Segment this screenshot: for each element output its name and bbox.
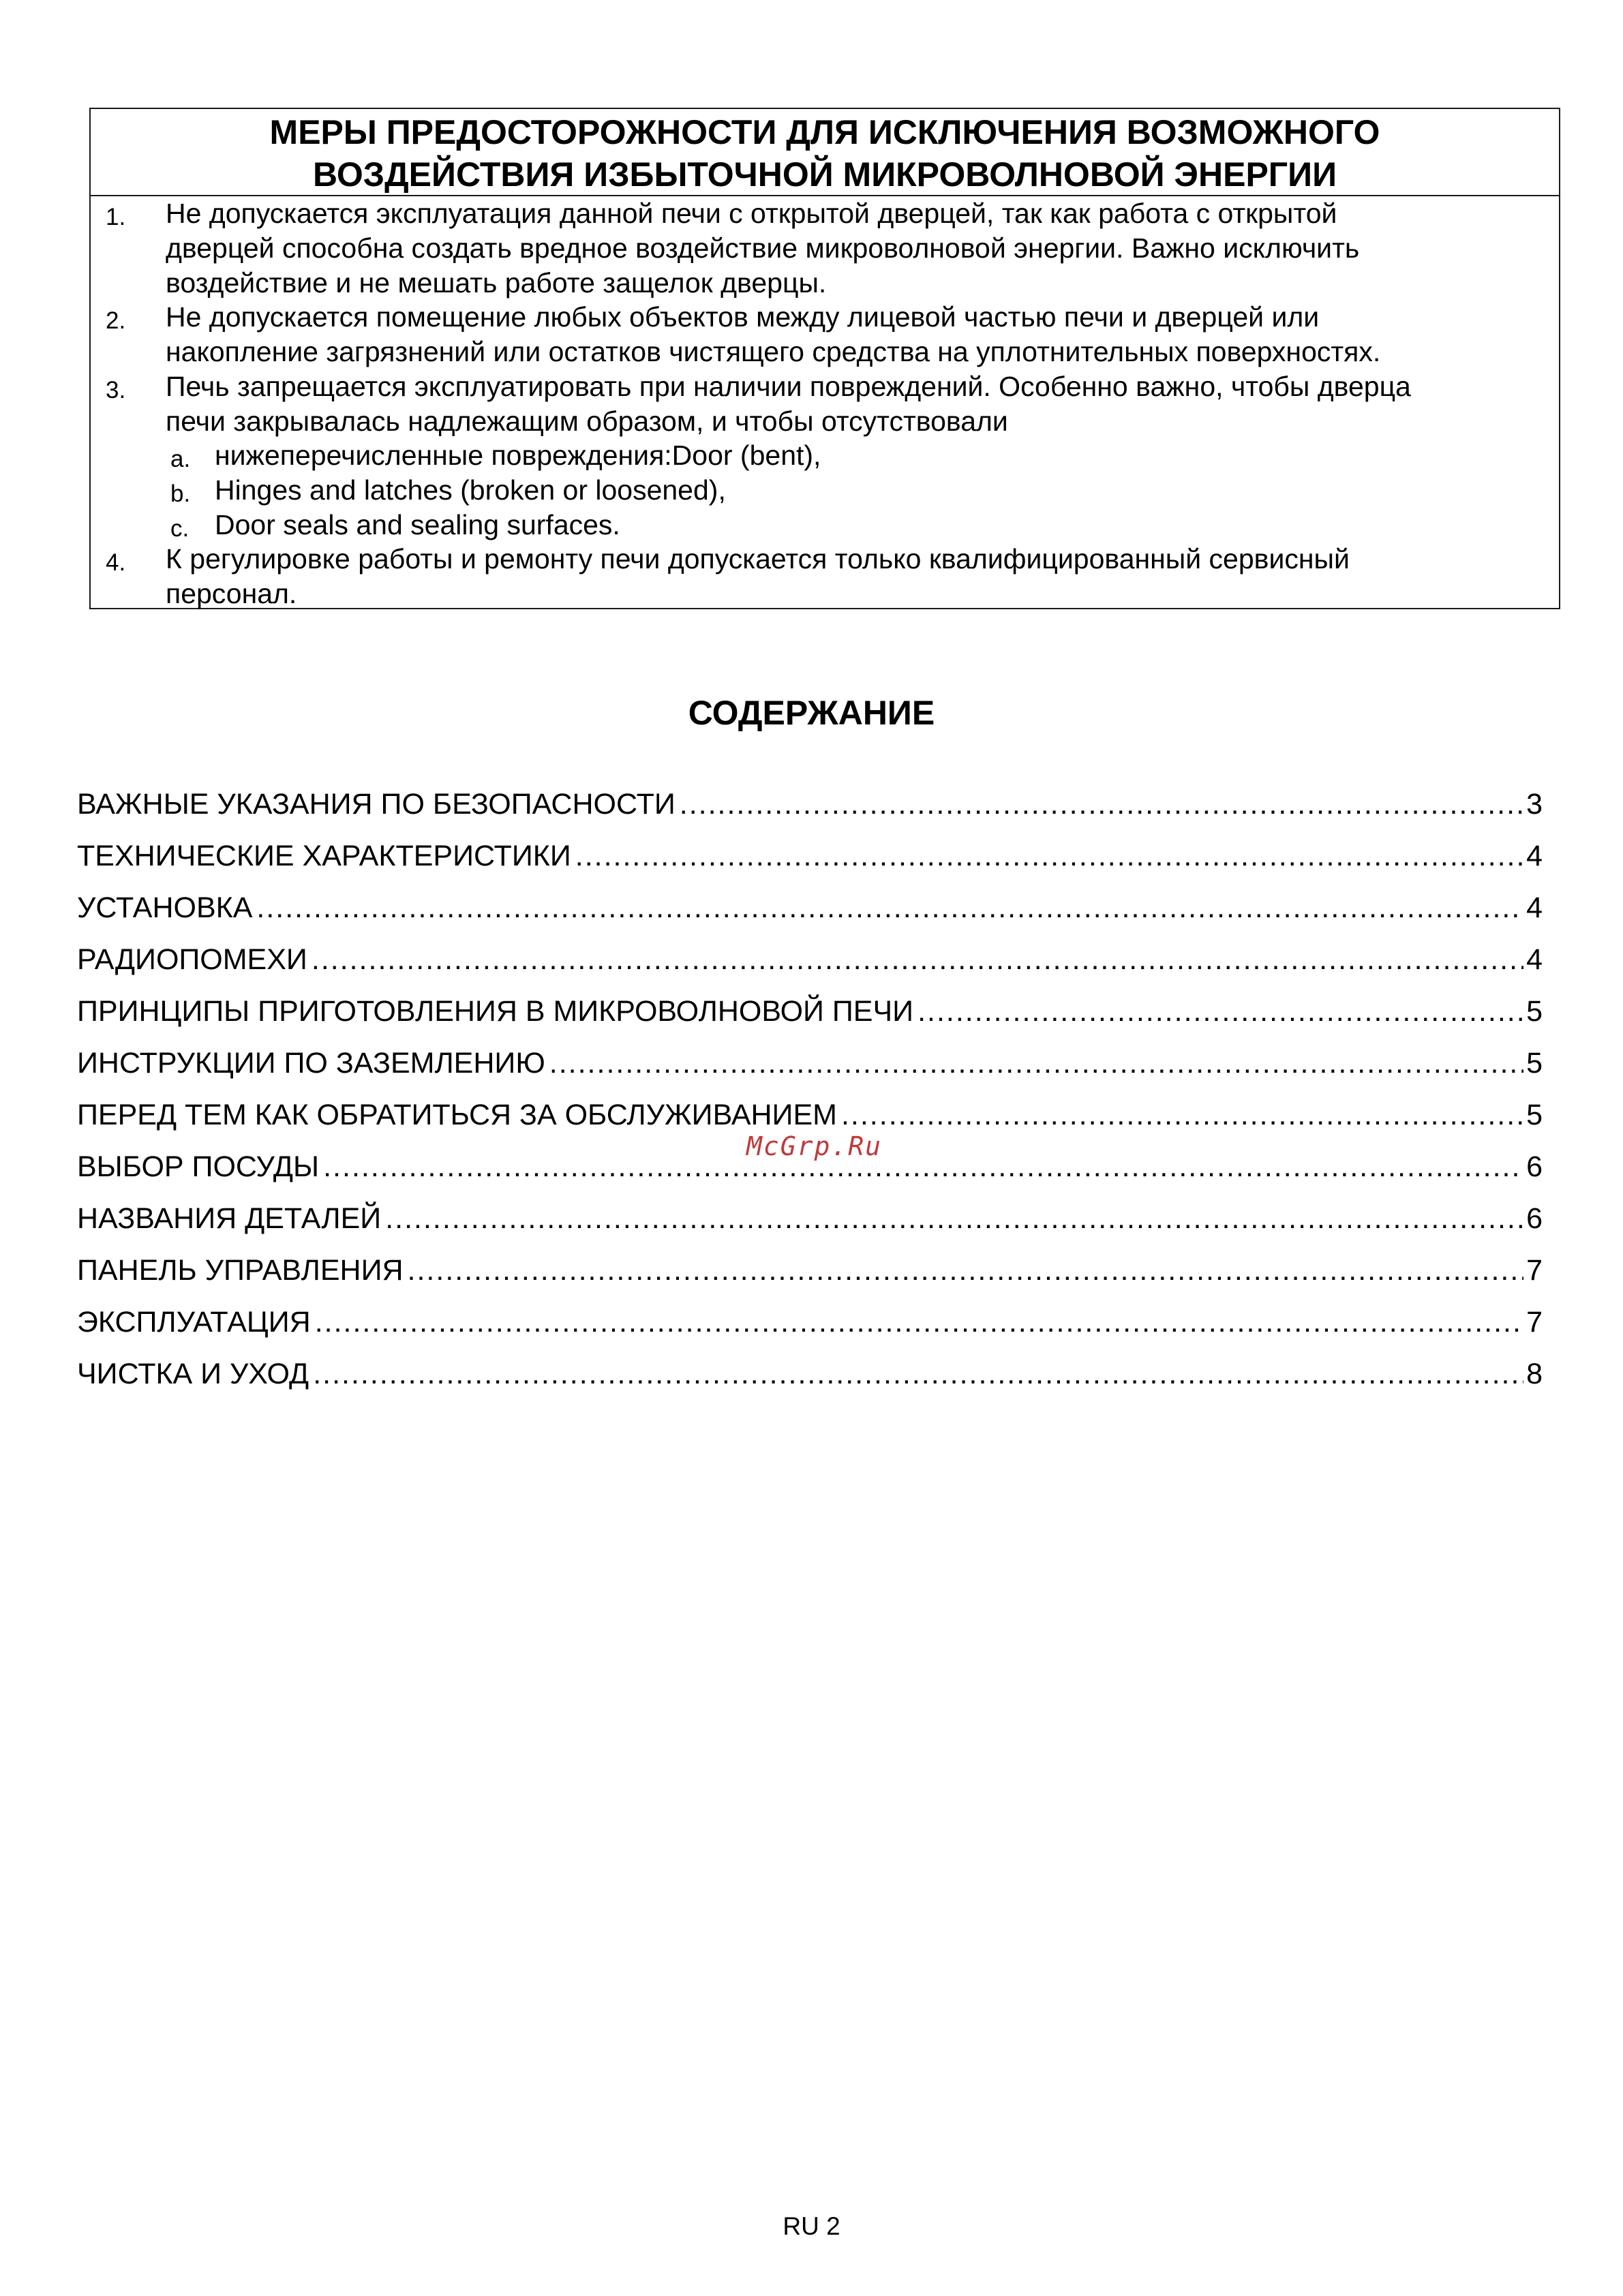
toc-entry[interactable] <box>77 1198 1543 1239</box>
toc-entry[interactable] <box>77 1353 1543 1394</box>
toc-entry-page: 4 <box>1526 943 1543 976</box>
toc-entry-label: ИНСТРУКЦИИ ПО ЗАЗЕМЛЕНИЮ <box>77 1047 545 1080</box>
toc-leader-dots <box>385 1198 1523 1239</box>
toc-entry-page: 6 <box>1526 1202 1543 1235</box>
toc-leader-dots <box>256 887 1523 928</box>
precaution-text-line: накопление загрязнений или остатков чистящего средства на уплотнительных поверхностях. <box>166 336 1381 367</box>
toc-leader-dots <box>841 1095 1523 1135</box>
toc-entry-label: УСТАНОВКА <box>77 891 253 924</box>
toc-leader-dots <box>549 1043 1523 1084</box>
precautions-box <box>89 108 1560 609</box>
toc-entry-label: РАДИОПОМЕХИ <box>77 943 307 976</box>
toc-entry-label: ПРИНЦИПЫ ПРИГОТОВЛЕНИЯ В МИКРОВОЛНОВОЙ ПЕЧИ <box>77 995 914 1028</box>
toc-entry-page: 7 <box>1526 1306 1543 1338</box>
precautions-title-line-1: МЕРЫ ПРЕДОСТОРОЖНОСТИ ДЛЯ ИСКЛЮЧЕНИЯ ВОЗМОЖНОГО <box>269 113 1380 151</box>
toc-leader-dots <box>575 836 1523 876</box>
toc-leader-dots <box>315 1302 1523 1343</box>
subitem-letter: b. <box>170 480 191 507</box>
toc-leader-dots <box>312 939 1523 980</box>
toc-entry-page: 4 <box>1526 891 1543 924</box>
toc-entry-label: ЧИСТКА И УХОД <box>77 1358 309 1390</box>
precaution-number: 4. <box>106 549 126 576</box>
toc-entry-label: НАЗВАНИЯ ДЕТАЛЕЙ <box>77 1202 382 1235</box>
toc-entry-label: ВАЖНЫЕ УКАЗАНИЯ ПО БЕЗОПАСНОСТИ <box>77 788 676 821</box>
precaution-text-line: персонал. <box>166 578 297 609</box>
precaution-number: 2. <box>106 307 126 334</box>
toc-leader-dots <box>680 784 1523 825</box>
toc-leader-dots <box>917 991 1523 1032</box>
toc-entry[interactable] <box>77 1095 1543 1135</box>
page-footer: RU 2 <box>783 2212 840 2240</box>
precaution-text-line: воздействие и не мешать работе защелок дверцы. <box>166 267 827 299</box>
toc-leader-dots <box>313 1353 1523 1394</box>
toc-entry-page: 5 <box>1526 995 1543 1028</box>
toc-entry-page: 5 <box>1526 1099 1543 1131</box>
toc-entry-label: ПЕРЕД ТЕМ КАК ОБРАТИТЬСЯ ЗА ОБСЛУЖИВАНИЕМ <box>77 1099 837 1131</box>
toc-entry-page: 6 <box>1526 1150 1543 1183</box>
toc-entry[interactable] <box>77 1250 1543 1291</box>
precaution-text-line: печи закрывалась надлежащим образом, и чтобы отсутствовали <box>166 405 1008 437</box>
precaution-text-line: Не допускается помещение любых объектов между лицевой частью печи и дверцей или <box>166 301 1320 333</box>
toc-entry-page: 7 <box>1526 1254 1543 1287</box>
toc-title: СОДЕРЖАНИЕ <box>688 694 935 732</box>
watermark: McGrp.Ru <box>746 1131 883 1161</box>
toc-entry[interactable] <box>77 784 1543 825</box>
subitem-text: нижеперечисленные повреждения:Door (bent), <box>215 440 821 471</box>
precaution-text-line: Печь запрещается эксплуатировать при наличии повреждений. Особенно важно, чтобы дверца <box>166 371 1411 402</box>
toc-entry[interactable] <box>77 1302 1543 1343</box>
toc-leader-dots <box>323 1146 1523 1187</box>
toc-entry-label: ПАНЕЛЬ УПРАВЛЕНИЯ <box>77 1254 404 1287</box>
toc-entry-page: 8 <box>1526 1358 1543 1390</box>
toc-entry[interactable] <box>77 887 1543 928</box>
toc-entry-label: ВЫБОР ПОСУДЫ <box>77 1150 320 1183</box>
precautions-title-line-2: ВОЗДЕЙСТВИЯ ИЗБЫТОЧНОЙ МИКРОВОЛНОВОЙ ЭНЕРГИИ <box>312 155 1337 194</box>
toc-entry[interactable] <box>77 1043 1543 1084</box>
subitem-letter: a. <box>170 446 191 472</box>
subitem-letter: c. <box>170 515 189 542</box>
subitem-text: Door seals and sealing surfaces. <box>215 509 620 540</box>
toc-entry-page: 4 <box>1526 840 1543 872</box>
toc-entry[interactable] <box>77 991 1543 1032</box>
toc-entry-page: 3 <box>1526 788 1543 821</box>
toc-entry-label: ТЕХНИЧЕСКИЕ ХАРАКТЕРИСТИКИ <box>77 840 571 872</box>
precaution-text-line: Не допускается эксплуатация данной печи с открытой дверцей, так как работа с открытой <box>166 198 1337 229</box>
toc-entry-page: 5 <box>1526 1047 1543 1080</box>
subitem-text: Hinges and latches (broken or loosened), <box>215 474 726 506</box>
precautions-title <box>91 109 1559 196</box>
precaution-number: 1. <box>106 204 126 230</box>
precaution-text-line: К регулировке работы и ремонту печи допускается только квалифицированный сервисный <box>166 543 1350 575</box>
toc-entry-label: ЭКСПЛУАТАЦИЯ <box>77 1306 311 1338</box>
toc-entry[interactable] <box>77 836 1543 876</box>
precaution-text-line: дверцей способна создать вредное воздействие микроволновой энергии. Важно исключить <box>166 232 1360 264</box>
toc-entry[interactable] <box>77 939 1543 980</box>
precaution-number: 3. <box>106 377 126 403</box>
toc-leader-dots <box>408 1250 1524 1291</box>
